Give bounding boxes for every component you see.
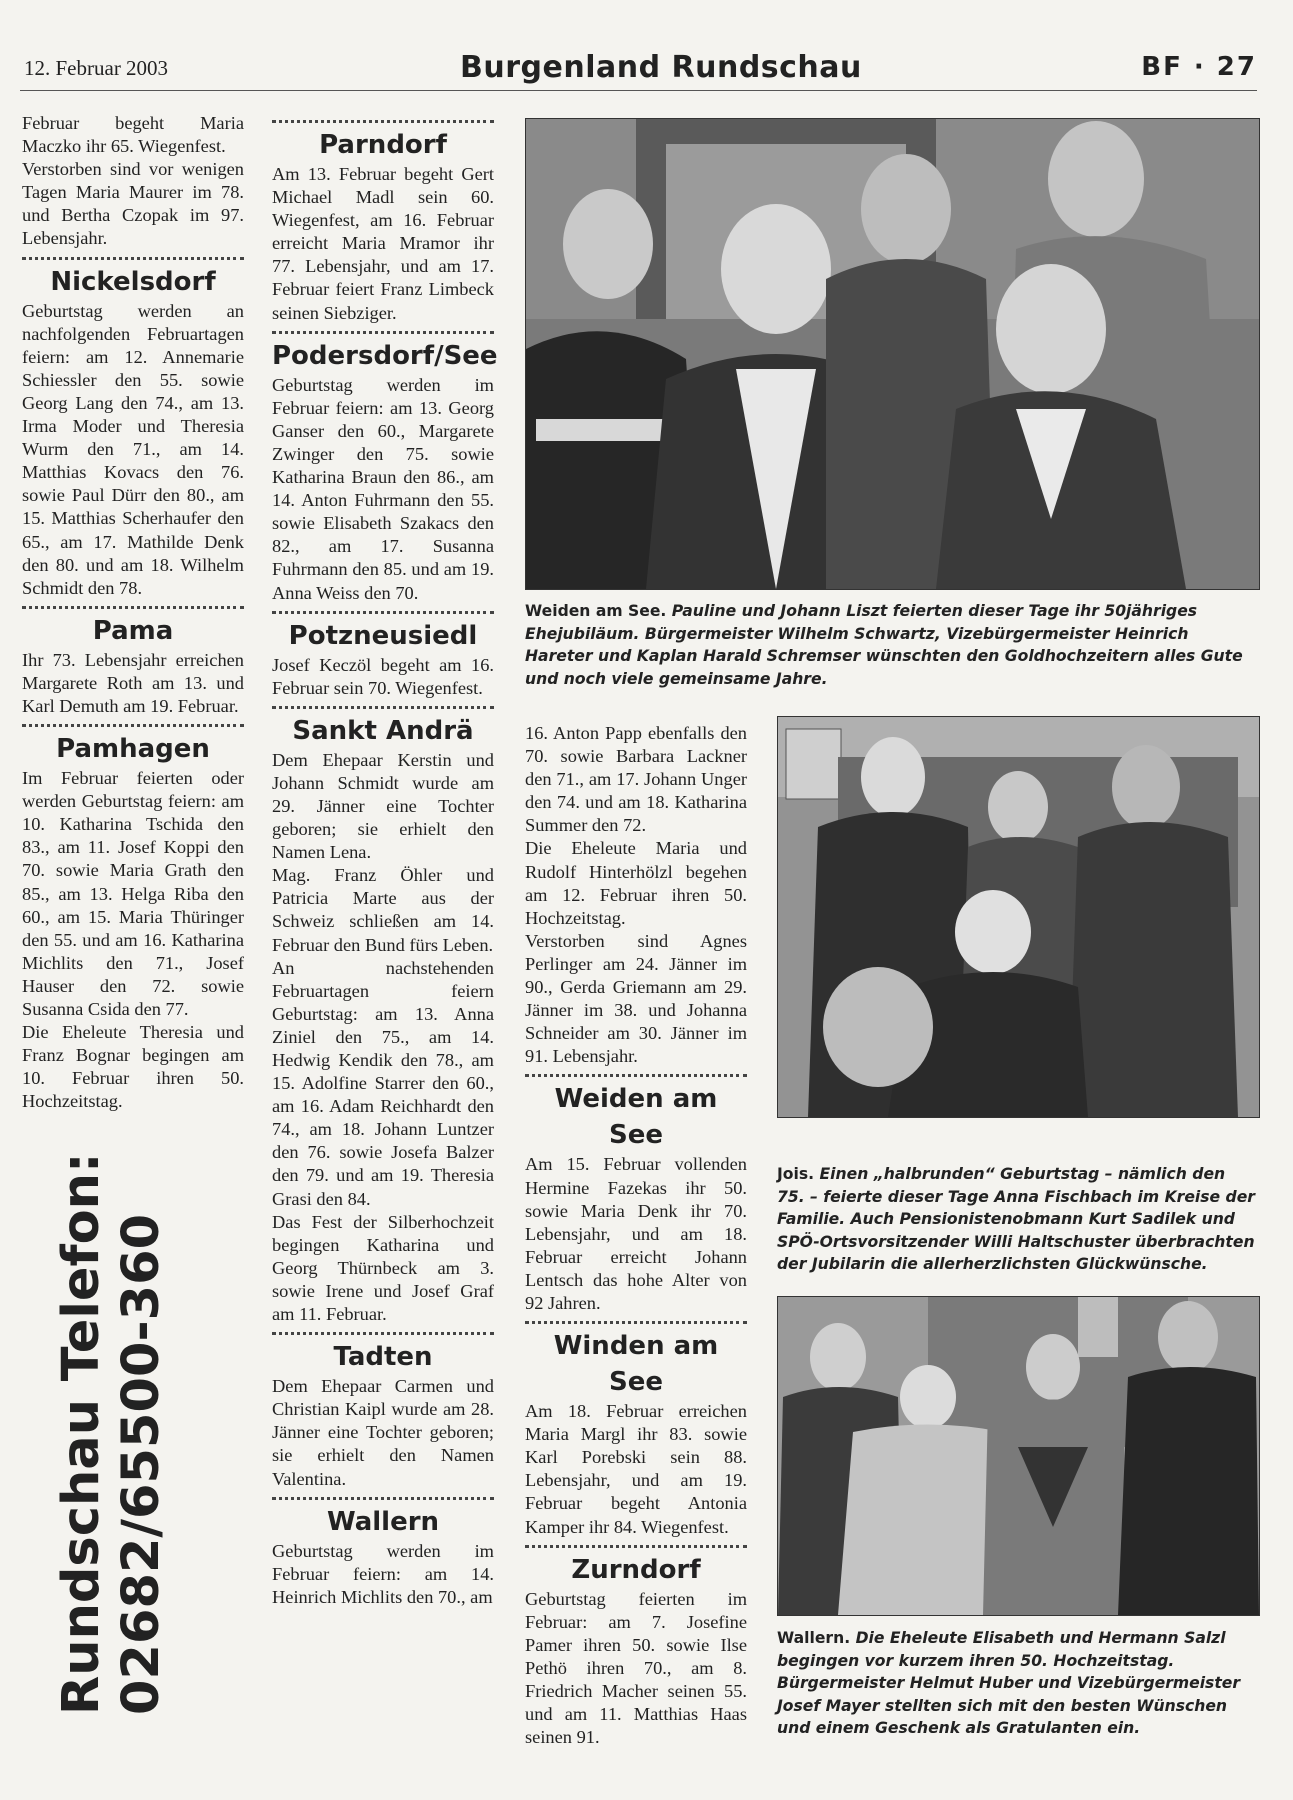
caption-text: Pauline und Johann Liszt feierten dieser Tage ihr 50jähriges Ehejubiläum. Bürgermeister Wilhelm Schwartz, Vizebürgermeister Heinrich Hareter und Kaplan Harald Schremser wünschten den Goldhochzeitern alles Gute und noch viele gemeinsame Jahre. (525, 602, 1243, 688)
article-text: Geburtstag werden im Februar feiern: am 14. Heinrich Michlits den 70., am (272, 1540, 494, 1607)
dotted-divider (272, 611, 494, 614)
article-text: Dem Ehepaar Carmen und Christian Kaipl wurde am 28. Jänner eine Tochter geboren; sie erhielt den Namen Valentina. (272, 1376, 494, 1489)
section-title: Pama (92, 615, 174, 646)
page-header (0, 0, 1293, 92)
article-text: Geburtstag feierten im Februar: am 7. Josefine Pamer ihren 50. sowie Ilse Pethö ihren 70., am 8. Friedrich Macher seinen 55. und am 11. Matthias Haas seinen 91. (525, 1588, 747, 1748)
dotted-divider (272, 1332, 494, 1335)
dotted-divider (272, 331, 494, 334)
article-text: 16. Anton Papp ebenfalls den 70. sowie Barbara Lackner den 71., am 17. Johann Unger den 74. und am 18. Katharina Summer den 72. (525, 723, 747, 836)
page-number: BF · 27 (1141, 52, 1257, 82)
dotted-divider (525, 1545, 747, 1548)
dotted-divider (22, 257, 244, 260)
caption-place: Wallern. (777, 1629, 851, 1647)
section-title: Sankt Andrä (292, 715, 474, 746)
article-text: Am 15. Februar vollenden Hermine Fazekas ihr 50. sowie Maria Denk ihr 70. Lebensjahr, und am 18. Februar erreicht Johann Lentsch das hohe Alter von 92 Jahren. (525, 1154, 747, 1313)
article-text: Die Eheleute Theresia und Franz Bognar begingen am 10. Februar ihren 50. Hochzeitstag. (22, 1022, 244, 1112)
article-text: Das Fest der Silberhochzeit begingen Katharina und Georg Thürnbeck am 3. sowie Irene und Josef Graf am 11. Februar. (272, 1211, 494, 1325)
dotted-divider (22, 724, 244, 727)
section-title: Potzneusiedl (288, 620, 478, 651)
dotted-divider (525, 1321, 747, 1324)
section-title: Pamhagen (56, 734, 210, 765)
article-text: Am 13. Februar begeht Gert Michael Madl sein 60. Wiegenfest, am 16. Februar erreicht Maria Mramor ihr 77. Lebensjahr, und am 17. Februar feiert Franz Limbeck seinen Siebziger. (272, 164, 494, 323)
article-text: Geburtstag werden an nachfolgenden Februartagen feiern: am 12. Annemarie Schiessler den 55. sowie Georg Lang den 74., am 13. Irma Moder und Theresia Wurm den 71., am 14. Matthias Kovacs den 76. sowie Paul Dürr den 80., am 15. Matthias Scherhaufer den 65., am 17. Mathilde Denk den 80. und am 18. Wilhelm Schmidt den 78. (22, 300, 244, 598)
group-photo-image (778, 717, 1259, 1117)
caption-place: Weiden am See. (525, 602, 667, 620)
caption-text: Einen „halbrunden“ Geburtstag – nämlich den 75. – feierte dieser Tage Anna Fischbach im Kreise der Familie. Auch Pensionistenobmann Kurt Sadilek und SPÖ-Ortsvorsitzender Willi Haltschuster überbrachten der Jubilarin die allerherzlichsten Glückwünsche. (777, 1165, 1255, 1273)
section-title: Wallern (326, 1506, 440, 1537)
newspaper-title: Burgenland Rundschau (460, 50, 862, 85)
header-rule (20, 90, 1257, 91)
photo-caption (525, 600, 1258, 690)
dotted-divider (272, 1497, 494, 1500)
article-text: Mag. Franz Öhler und Patricia Marte aus der Schweiz schließen am 14. Februar den Bund fürs Leben. (272, 865, 494, 955)
column-1 (22, 112, 244, 1113)
section-title: Podersdorf/See (272, 340, 498, 371)
section-title: Winden am See (553, 1331, 719, 1398)
dotted-divider (272, 120, 494, 123)
group-photo-image (526, 119, 1259, 589)
caption-text: Die Eheleute Elisabeth und Hermann Salzl begingen vor kurzem ihren 50. Hochzeitstag. Bürgermeister Helmut Huber und Vizebürgermeister Josef Mayer stellten sich mit den besten Wünschen und einem Geschenk als Gratulanten ein. (777, 1629, 1241, 1737)
phone-banner (52, 1153, 172, 1715)
article-text: Verstorben sind vor wenigen Tagen Maria Maurer im 78. und Bertha Czopak im 97. Lebensjahr. (22, 159, 244, 249)
issue-date: 12. Februar 2003 (24, 56, 169, 80)
article-text: Dem Ehepaar Kerstin und Johann Schmidt wurde am 29. Jänner eine Tochter geboren; sie erhielt den Namen Lena. (272, 749, 494, 863)
photo-caption (777, 1163, 1258, 1276)
group-photo-image (778, 1297, 1259, 1615)
section-title: Weiden am See (554, 1084, 718, 1151)
dotted-divider (22, 606, 244, 609)
caption-place: Jois. (777, 1165, 815, 1183)
photo-caption (777, 1627, 1258, 1740)
photo-wallern (777, 1296, 1260, 1616)
article-text: Die Eheleute Maria und Rudolf Hinterhölzl begehen am 12. Februar ihren 50. Hochzeitstag. (525, 838, 747, 928)
section-title: Parndorf (319, 130, 447, 160)
article-text: Josef Keczöl begeht am 16. Februar sein 70. Wiegenfest. (272, 654, 494, 698)
phone-banner-label: Rundschau Telefon: (52, 1152, 111, 1715)
article-text: Im Februar feierten oder werden Geburtstag feiern: am 10. Katharina Tschida den 83., am 11. Josef Koppi den 70. sowie Maria Grath den 85., am 13. Helga Riba den 60., am 15. Maria Thüringer den 55. und am 16. Katharina Michlits den 71., Josef Hauser den 72. sowie Susanna Csida den 77. (22, 768, 244, 1019)
dotted-divider (525, 1074, 747, 1077)
section-title: Zurndorf (571, 1554, 701, 1585)
article-text: Ihr 73. Lebensjahr erreichen Margarete Roth am 13. und Karl Demuth am 19. Februar. (22, 649, 244, 716)
article-text: Am 18. Februar erreichen Maria Margl ihr 83. sowie Karl Porebski sein 88. Lebensjahr, und am 19. Februar begeht Antonia Kamper ihr 84. Wiegenfest. (525, 1401, 747, 1537)
article-text: Verstorben sind Agnes Perlinger am 24. Jänner im 90., Gerda Griemann am 29. Jänner im 38. und Johanna Schneider am 30. Jänner im 91. Lebensjahr. (525, 930, 747, 1067)
photo-weiden-am-see (525, 118, 1260, 590)
column-2 (272, 112, 498, 1609)
photo-jois (777, 716, 1260, 1118)
article-text: An nachstehenden Februartagen feiern Geburtstag: am 13. Anna Ziniel den 75., am 14. Hedwig Kendik den 78., am 15. Adolfine Starrer den 60., am 16. Adam Reichhardt den 74., am 18. Johann Luntzer den 76. sowie Josefa Balzer den 79. und am 19. Theresia Grasi den 84. (272, 957, 494, 1209)
dotted-divider (272, 706, 494, 709)
article-text: Februar begeht Maria Maczko ihr 65. Wiegenfest. (22, 113, 244, 157)
column-3 (525, 722, 747, 1749)
phone-banner-number: 02682/65500-360 (112, 1213, 171, 1715)
section-title: Nickelsdorf (50, 266, 216, 297)
section-title: Tadten (333, 1342, 433, 1373)
article-text: Geburtstag werden im Februar feiern: am 13. Georg Ganser den 60., Margarete Zwinger den 75. sowie Katharina Braun den 86., am 14. Anton Fuhrmann den 55. sowie Elisabeth Szakacs den 82., am 17. Susanna Fuhrmann den 85. und am 19. Anna Weiss den 70. (272, 374, 494, 603)
